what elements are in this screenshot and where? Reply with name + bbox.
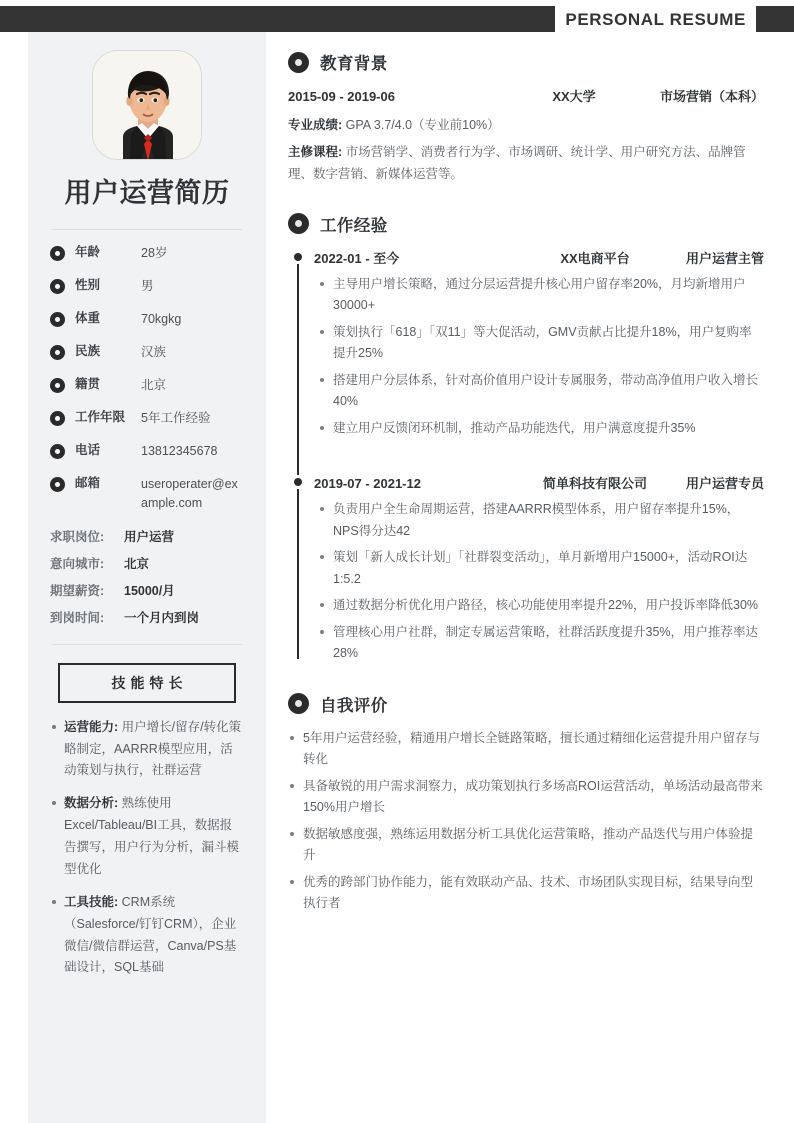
bullet-text: 搭建用户分层体系，针对高价值用户设计专属服务，带动高净值用户收入增长40% <box>333 372 759 408</box>
info-label: 民族 <box>75 343 101 358</box>
info-value: 5年工作经验 <box>141 411 211 426</box>
info-label: 工作年限 <box>75 410 126 425</box>
job-period: 2019-07 - 2021-12 <box>314 476 421 491</box>
info-row <box>50 409 244 427</box>
bullet-dot-icon <box>290 736 294 740</box>
preference-value: 15000/月 <box>124 583 175 598</box>
info-row <box>50 343 244 361</box>
info-value: 北京 <box>141 378 167 393</box>
info-label: 电话 <box>75 443 101 458</box>
skill-title: 工具技能: <box>64 894 119 909</box>
job-entry <box>314 473 764 665</box>
job-bullets <box>314 499 764 665</box>
sidebar <box>28 32 266 1123</box>
skill-text <box>64 717 244 783</box>
preference-value: 用户运营 <box>124 529 175 544</box>
info-value-email: useroperater@example.com <box>141 477 238 510</box>
bullet-ring-icon <box>50 378 65 393</box>
self-evaluation-list <box>288 728 764 915</box>
info-label: 邮箱 <box>75 476 101 491</box>
evaluation-item <box>290 824 764 867</box>
bullet-dot-icon <box>52 900 56 904</box>
skill-title: 运营能力: <box>64 719 119 734</box>
bullet-dot-icon <box>320 555 324 559</box>
bullet-text: 策划「新人成长计划」「社群裂变活动」，单月新增用户15000+，活动ROI达1:5.2 <box>333 550 748 586</box>
section-work-experience <box>288 212 764 665</box>
info-row <box>50 310 244 328</box>
spacer <box>288 670 764 692</box>
section-header-self-evaluation <box>288 692 764 716</box>
education-entry-header <box>288 86 764 105</box>
bullet-item <box>320 322 764 365</box>
bullet-text: 建立用户反馈闭环机制，推动产品功能迭代，用户满意度提升35% <box>333 420 696 435</box>
section-title: 教育背景 <box>320 55 388 73</box>
preference-label: 求职岗位: <box>50 529 105 544</box>
education-courses-value: 市场营销学、消费者行为学、市场调研、统计学、用户研究方法、品牌管理、数字营销、新媒体运营等。 <box>288 144 746 181</box>
header-bar-left <box>0 6 555 32</box>
skill-body: CRM系统（Salesforce/钉钉CRM），企业微信/微信群运营，Canva/PS基础设计，SQL基础 <box>64 894 237 975</box>
section-title: 自我评价 <box>320 696 388 715</box>
preference-label: 期望薪资: <box>50 583 105 598</box>
skill-item <box>50 717 244 783</box>
job-company: XX电商平台 <box>560 250 630 266</box>
evaluation-text: 5年用户运营经验，精通用户增长全链路策略，擅长通过精细化运营提升用户留存与转化 <box>303 730 760 766</box>
education-gpa-label: 专业成绩: <box>288 118 343 132</box>
skill-body: 用户增长/留存/转化策略制定，AARRR模型应用，活动策划与执行，社群运营 <box>64 719 242 778</box>
bullet-item <box>320 274 764 317</box>
evaluation-item <box>290 728 764 771</box>
education-period: 2015-09 - 2019-06 <box>288 89 395 104</box>
job-bullets <box>314 274 764 440</box>
skills-list <box>50 717 244 980</box>
bullet-dot-icon <box>320 282 324 286</box>
bullet-ring-icon <box>50 279 65 294</box>
header-title-gap <box>555 6 756 32</box>
info-row <box>50 277 244 295</box>
education-courses-line <box>288 141 764 186</box>
preference-label: 意向城市: <box>50 556 105 571</box>
preference-row <box>50 527 244 545</box>
education-school: XX大学 <box>552 89 596 104</box>
section-header-education <box>288 50 764 74</box>
job-company: 简单科技有限公司 <box>542 476 647 491</box>
avatar <box>92 50 202 160</box>
section-header-work <box>288 212 764 236</box>
bullet-dot-icon <box>52 725 56 729</box>
bullet-dot-icon <box>290 880 294 884</box>
skills-heading: 技能特长 <box>58 663 236 703</box>
preference-row <box>50 581 244 599</box>
timeline-axis <box>297 256 299 659</box>
info-value: 汉族 <box>141 344 167 359</box>
timeline-dot-icon <box>291 250 305 264</box>
evaluation-text: 具备敏锐的用户需求洞察力，成功策划执行多场高ROI运营活动，单场活动最高带来150%用户增长 <box>303 778 763 814</box>
bullet-item <box>320 418 764 440</box>
bullet-item <box>320 595 764 617</box>
bullet-text: 主导用户增长策略，通过分层运营提升核心用户留存率20%，月均新增用户30000+ <box>333 276 746 312</box>
bullet-dot-icon <box>320 426 324 430</box>
info-label: 年龄 <box>75 244 101 259</box>
skill-item <box>50 892 244 980</box>
bullet-item <box>320 499 764 542</box>
bullet-dot-icon <box>320 603 324 607</box>
evaluation-item <box>290 872 764 915</box>
divider-skills <box>52 644 242 645</box>
job-entry <box>314 248 764 440</box>
bullet-dot-icon <box>290 832 294 836</box>
divider-top <box>52 229 242 230</box>
bullet-dot-icon <box>320 630 324 634</box>
info-row <box>50 376 244 394</box>
info-value: 13812345678 <box>141 444 218 459</box>
avatar-wrapper <box>50 50 244 160</box>
skill-title: 数据分析: <box>64 796 119 811</box>
info-label: 籍贯 <box>75 377 101 392</box>
bullet-dot-icon <box>320 330 324 334</box>
skill-text <box>64 892 244 980</box>
info-value: 男 <box>141 278 154 293</box>
job-header <box>314 473 764 492</box>
main-content <box>288 50 764 920</box>
job-role: 用户运营专员 <box>685 476 764 491</box>
info-label: 性别 <box>75 277 101 292</box>
header-bar-right <box>756 6 794 32</box>
header-banner <box>0 6 794 32</box>
job-header <box>314 248 764 267</box>
bullet-item <box>320 370 764 413</box>
bullet-text: 管理核心用户社群，制定专属运营策略，社群活跃度提升35%，用户推荐率达28% <box>333 624 759 660</box>
skill-item <box>50 793 244 881</box>
evaluation-text: 优秀的跨部门协作能力，能有效联动产品、技术、市场团队实现目标，结果导向型执行者 <box>303 874 754 910</box>
job-preference-list <box>50 527 244 626</box>
education-gpa-line <box>288 114 764 137</box>
work-timeline <box>288 248 764 665</box>
preference-row <box>50 554 244 572</box>
bullet-text: 策划执行「618」「双11」等大促活动，GMV贡献占比提升18%，用户复购率提升25% <box>333 324 752 360</box>
bullet-dot-icon <box>290 784 294 788</box>
section-ring-icon <box>288 52 309 73</box>
job-role: 用户运营主管 <box>685 250 764 266</box>
education-gpa-value: GPA 3.7/4.0（专业前10%） <box>342 118 500 132</box>
bullet-text: 负责用户全生命周期运营，搭建AARRR模型体系，用户留存率提升15%，NPS得分达42 <box>333 502 740 538</box>
bullet-ring-icon <box>50 411 65 426</box>
bullet-item <box>320 622 764 665</box>
info-row <box>50 244 244 262</box>
education-courses-label: 主修课程: <box>288 144 343 159</box>
bullet-ring-icon <box>50 345 65 360</box>
evaluation-item <box>290 776 764 819</box>
bullet-dot-icon <box>52 801 56 805</box>
info-label: 体重 <box>75 310 101 325</box>
bullet-ring-icon <box>50 246 65 261</box>
info-row <box>50 442 244 460</box>
spacer <box>314 457 764 473</box>
job-period: 2022-01 - 至今 <box>314 250 400 266</box>
education-major: 市场营销（本科） <box>659 89 764 104</box>
info-row <box>50 475 244 511</box>
skill-text <box>64 793 244 881</box>
preference-value: 北京 <box>124 556 150 571</box>
preference-label: 到岗时间: <box>50 610 105 625</box>
bullet-ring-icon <box>50 477 65 492</box>
spacer <box>288 190 764 212</box>
personal-info-list <box>50 244 244 512</box>
preference-value: 一个月内到岗 <box>124 610 200 625</box>
skill-body: 熟练使用Excel/Tableau/BI工具，数据报告撰写，用户行为分析，漏斗模型优化 <box>64 796 240 876</box>
bullet-dot-icon <box>320 378 324 382</box>
resume-title: 用户运营简历 <box>64 178 230 208</box>
bullet-item <box>320 547 764 590</box>
info-value: 28岁 <box>141 245 168 260</box>
bullet-ring-icon <box>50 444 65 459</box>
bullet-ring-icon <box>50 312 65 327</box>
timeline-dot-icon <box>291 475 305 489</box>
preference-row <box>50 608 244 626</box>
section-ring-icon <box>288 693 309 714</box>
avatar-illustration-icon <box>93 51 202 160</box>
bullet-text: 通过数据分析优化用户路径，核心功能使用率提升22%，用户投诉率降低30% <box>333 598 759 612</box>
bullet-dot-icon <box>320 507 324 511</box>
evaluation-text: 数据敏感度强，熟练运用数据分析工具优化运营策略，推动产品迭代与用户体验提升 <box>303 826 754 862</box>
section-education <box>288 50 764 186</box>
section-title: 工作经验 <box>320 216 388 235</box>
section-self-evaluation <box>288 692 764 915</box>
info-value: 70kgkg <box>141 311 182 326</box>
section-ring-icon <box>288 213 309 234</box>
page-title: PERSONAL RESUME <box>565 9 746 29</box>
